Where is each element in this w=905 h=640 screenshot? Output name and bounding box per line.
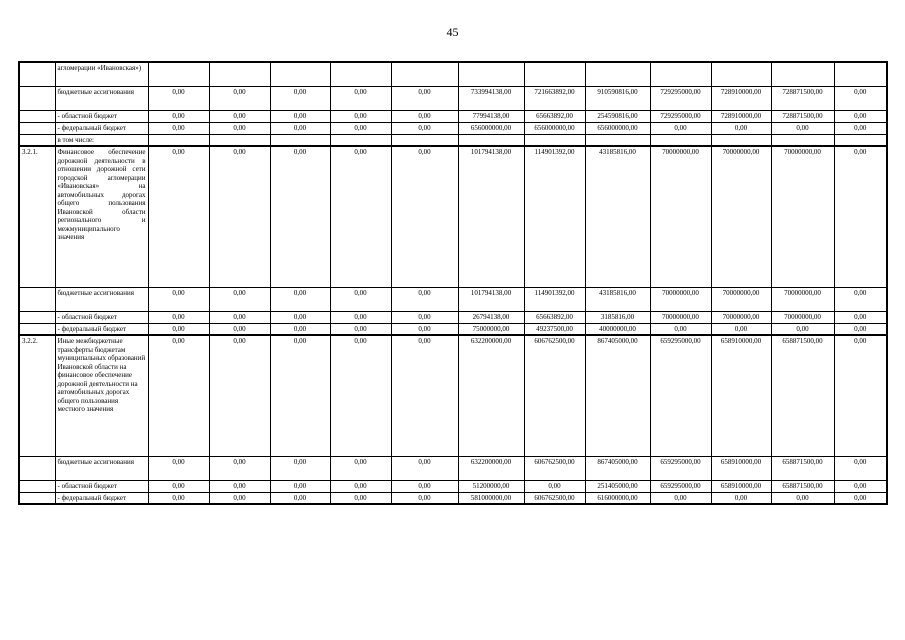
value-cell: 867405000,00 — [585, 456, 650, 480]
value-cell: 606762500,00 — [524, 492, 585, 504]
value-cell: 0,00 — [148, 492, 209, 504]
row-code-cell: 3.2.1. — [19, 146, 55, 287]
value-cell: 0,00 — [270, 110, 330, 122]
value-cell: 656000000,00 — [585, 122, 650, 134]
value-cell — [391, 134, 458, 146]
budget-table — [18, 61, 888, 505]
value-cell: 70000000,00 — [771, 311, 834, 323]
row-code-cell — [19, 456, 55, 480]
value-cell — [834, 134, 887, 146]
value-cell: 656000000,00 — [458, 122, 524, 134]
value-cell: 70000000,00 — [650, 146, 711, 287]
row-code-cell — [19, 62, 55, 86]
value-cell: 0,00 — [834, 323, 887, 335]
value-cell: 0,00 — [209, 480, 270, 492]
row-name-cell: бюджетные ассигнования — [55, 86, 148, 110]
value-cell: 70000000,00 — [711, 287, 771, 311]
value-cell: 0,00 — [391, 456, 458, 480]
value-cell: 70000000,00 — [650, 287, 711, 311]
page-number: 45 — [446, 25, 459, 39]
value-cell: 658871500,00 — [771, 480, 834, 492]
value-cell — [650, 134, 711, 146]
value-cell: 254590816,00 — [585, 110, 650, 122]
row-name-cell: - федеральный бюджет — [55, 492, 148, 504]
value-cell: 0,00 — [148, 287, 209, 311]
value-cell: 0,00 — [391, 122, 458, 134]
value-cell: 0,00 — [834, 335, 887, 456]
value-cell: 65663892,00 — [524, 110, 585, 122]
value-cell: 0,00 — [834, 456, 887, 480]
value-cell: 0,00 — [270, 335, 330, 456]
value-cell: 0,00 — [209, 287, 270, 311]
value-cell: 0,00 — [209, 110, 270, 122]
value-cell — [148, 134, 209, 146]
row-code-cell — [19, 323, 55, 335]
value-cell: 0,00 — [209, 323, 270, 335]
value-cell: 26794138,00 — [458, 311, 524, 323]
value-cell: 0,00 — [270, 86, 330, 110]
table-row — [19, 323, 887, 335]
row-code-cell — [19, 134, 55, 146]
value-cell: 0,00 — [650, 492, 711, 504]
value-cell: 0,00 — [270, 480, 330, 492]
value-cell — [458, 62, 524, 86]
value-cell: 0,00 — [270, 122, 330, 134]
value-cell: 0,00 — [834, 86, 887, 110]
value-cell: 0,00 — [270, 323, 330, 335]
value-cell: 659295000,00 — [650, 456, 711, 480]
table-row — [19, 122, 887, 134]
value-cell: 101794138,00 — [458, 146, 524, 287]
value-cell: 43185816,00 — [585, 146, 650, 287]
table-row — [19, 134, 887, 146]
value-cell: 0,00 — [650, 122, 711, 134]
value-cell: 114901392,00 — [524, 146, 585, 287]
row-code-cell — [19, 122, 55, 134]
value-cell: 606762500,00 — [524, 335, 585, 456]
value-cell: 70000000,00 — [771, 287, 834, 311]
value-cell: 101794138,00 — [458, 287, 524, 311]
value-cell: 0,00 — [391, 311, 458, 323]
value-cell: 40000000,00 — [585, 323, 650, 335]
value-cell: 0,00 — [330, 110, 391, 122]
value-cell: 75000000,00 — [458, 323, 524, 335]
row-name-cell: Финансовое обеспечение дорожной деятельности в отношении дорожной сети городской агломерации «Ивановская» на автомобильных дорогах общего пользования Ивановской области регионального и межмуниципального значения — [55, 146, 148, 287]
value-cell — [834, 62, 887, 86]
value-cell: 0,00 — [270, 287, 330, 311]
row-name-cell: - областной бюджет — [55, 311, 148, 323]
value-cell: 632200000,00 — [458, 456, 524, 480]
row-name-cell: агломерации «Ивановская») — [55, 62, 148, 86]
value-cell: 0,00 — [209, 86, 270, 110]
value-cell: 0,00 — [524, 480, 585, 492]
value-cell: 0,00 — [330, 287, 391, 311]
table-row — [19, 456, 887, 480]
value-cell: 0,00 — [209, 492, 270, 504]
value-cell: 658871500,00 — [771, 456, 834, 480]
value-cell: 0,00 — [834, 287, 887, 311]
value-cell: 0,00 — [391, 110, 458, 122]
value-cell — [711, 62, 771, 86]
value-cell: 0,00 — [650, 323, 711, 335]
row-code-cell — [19, 311, 55, 323]
row-code-cell — [19, 110, 55, 122]
row-name-cell: - областной бюджет — [55, 110, 148, 122]
value-cell: 0,00 — [209, 335, 270, 456]
value-cell: 3185816,00 — [585, 311, 650, 323]
table-row — [19, 492, 887, 504]
value-cell: 658910000,00 — [711, 456, 771, 480]
value-cell — [209, 62, 270, 86]
value-cell: 0,00 — [270, 492, 330, 504]
row-name-cell: бюджетные ассигнования — [55, 287, 148, 311]
value-cell: 0,00 — [834, 146, 887, 287]
value-cell — [771, 134, 834, 146]
value-cell: 656000000,00 — [524, 122, 585, 134]
value-cell — [209, 134, 270, 146]
value-cell: 0,00 — [209, 311, 270, 323]
value-cell: 867405000,00 — [585, 335, 650, 456]
value-cell: 77994138,00 — [458, 110, 524, 122]
value-cell: 0,00 — [209, 122, 270, 134]
value-cell: 0,00 — [391, 86, 458, 110]
table-row — [19, 335, 887, 456]
value-cell: 0,00 — [148, 86, 209, 110]
value-cell: 43185816,00 — [585, 287, 650, 311]
value-cell — [524, 62, 585, 86]
value-cell: 0,00 — [330, 122, 391, 134]
value-cell: 728871500,00 — [771, 110, 834, 122]
value-cell: 729295000,00 — [650, 110, 711, 122]
value-cell — [391, 62, 458, 86]
row-name-cell: - областной бюджет — [55, 480, 148, 492]
row-code-cell — [19, 480, 55, 492]
value-cell — [270, 62, 330, 86]
value-cell: 0,00 — [270, 311, 330, 323]
value-cell: 0,00 — [148, 480, 209, 492]
table-row — [19, 480, 887, 492]
value-cell: 70000000,00 — [711, 146, 771, 287]
row-code-cell — [19, 287, 55, 311]
value-cell: 0,00 — [391, 146, 458, 287]
value-cell: 658871500,00 — [771, 335, 834, 456]
value-cell: 0,00 — [148, 311, 209, 323]
value-cell: 0,00 — [270, 456, 330, 480]
value-cell: 0,00 — [391, 480, 458, 492]
value-cell: 0,00 — [834, 110, 887, 122]
value-cell: 70000000,00 — [650, 311, 711, 323]
value-cell: 0,00 — [148, 335, 209, 456]
row-code-cell — [19, 86, 55, 110]
table-row — [19, 110, 887, 122]
row-name-cell: Иные межбюджетные трансферты бюджетам муниципальных образований Ивановской области на финансовое обеспечение дорожной деятельности на автомобильных дорогах общего пользования местного значения — [55, 335, 148, 456]
value-cell: 733994138,00 — [458, 86, 524, 110]
value-cell: 65663892,00 — [524, 311, 585, 323]
value-cell: 0,00 — [270, 146, 330, 287]
value-cell: 251405000,00 — [585, 480, 650, 492]
value-cell: 0,00 — [330, 492, 391, 504]
value-cell — [330, 62, 391, 86]
value-cell: 659295000,00 — [650, 335, 711, 456]
value-cell — [585, 134, 650, 146]
value-cell: 658910000,00 — [711, 480, 771, 492]
value-cell: 0,00 — [834, 311, 887, 323]
value-cell: 0,00 — [711, 323, 771, 335]
value-cell: 0,00 — [330, 456, 391, 480]
value-cell: 0,00 — [391, 492, 458, 504]
value-cell: 0,00 — [209, 456, 270, 480]
value-cell: 632200000,00 — [458, 335, 524, 456]
value-cell: 0,00 — [330, 480, 391, 492]
value-cell: 606762500,00 — [524, 456, 585, 480]
value-cell: 0,00 — [711, 122, 771, 134]
row-code-cell: 3.2.2. — [19, 335, 55, 456]
value-cell — [270, 134, 330, 146]
value-cell: 0,00 — [330, 311, 391, 323]
value-cell: 70000000,00 — [771, 146, 834, 287]
value-cell: 0,00 — [330, 335, 391, 456]
value-cell: 0,00 — [391, 323, 458, 335]
value-cell — [711, 134, 771, 146]
value-cell: 114901392,00 — [524, 287, 585, 311]
value-cell: 729295000,00 — [650, 86, 711, 110]
table-row — [19, 287, 887, 311]
value-cell: 0,00 — [834, 122, 887, 134]
value-cell: 49237500,00 — [524, 323, 585, 335]
value-cell: 0,00 — [391, 335, 458, 456]
value-cell: 0,00 — [148, 122, 209, 134]
value-cell: 0,00 — [148, 323, 209, 335]
value-cell — [524, 134, 585, 146]
value-cell: 0,00 — [148, 146, 209, 287]
value-cell: 0,00 — [711, 492, 771, 504]
value-cell: 0,00 — [771, 492, 834, 504]
value-cell: 0,00 — [330, 146, 391, 287]
value-cell: 721663892,00 — [524, 86, 585, 110]
value-cell: 0,00 — [148, 456, 209, 480]
value-cell — [148, 62, 209, 86]
row-name-cell: - федеральный бюджет — [55, 122, 148, 134]
value-cell: 0,00 — [209, 146, 270, 287]
value-cell: 0,00 — [834, 480, 887, 492]
value-cell — [650, 62, 711, 86]
value-cell: 0,00 — [148, 110, 209, 122]
row-name-cell: в том числе: — [55, 134, 148, 146]
value-cell: 728871500,00 — [771, 86, 834, 110]
value-cell — [458, 134, 524, 146]
value-cell: 910590816,00 — [585, 86, 650, 110]
value-cell — [585, 62, 650, 86]
value-cell: 0,00 — [834, 492, 887, 504]
value-cell — [330, 134, 391, 146]
value-cell: 70000000,00 — [711, 311, 771, 323]
row-code-cell — [19, 492, 55, 504]
row-name-cell: бюджетные ассигнования — [55, 456, 148, 480]
value-cell: 0,00 — [771, 122, 834, 134]
value-cell: 658910000,00 — [711, 335, 771, 456]
table-body — [19, 62, 887, 504]
value-cell: 0,00 — [330, 323, 391, 335]
value-cell: 0,00 — [330, 86, 391, 110]
row-name-cell: - федеральный бюджет — [55, 323, 148, 335]
value-cell — [771, 62, 834, 86]
value-cell: 728910000,00 — [711, 110, 771, 122]
value-cell: 581000000,00 — [458, 492, 524, 504]
value-cell: 728910000,00 — [711, 86, 771, 110]
value-cell: 51200000,00 — [458, 480, 524, 492]
table-row — [19, 86, 887, 110]
value-cell: 659295000,00 — [650, 480, 711, 492]
table-row — [19, 62, 887, 86]
table-row — [19, 311, 887, 323]
value-cell: 0,00 — [391, 287, 458, 311]
value-cell: 616000000,00 — [585, 492, 650, 504]
value-cell: 0,00 — [771, 323, 834, 335]
table-row — [19, 146, 887, 287]
